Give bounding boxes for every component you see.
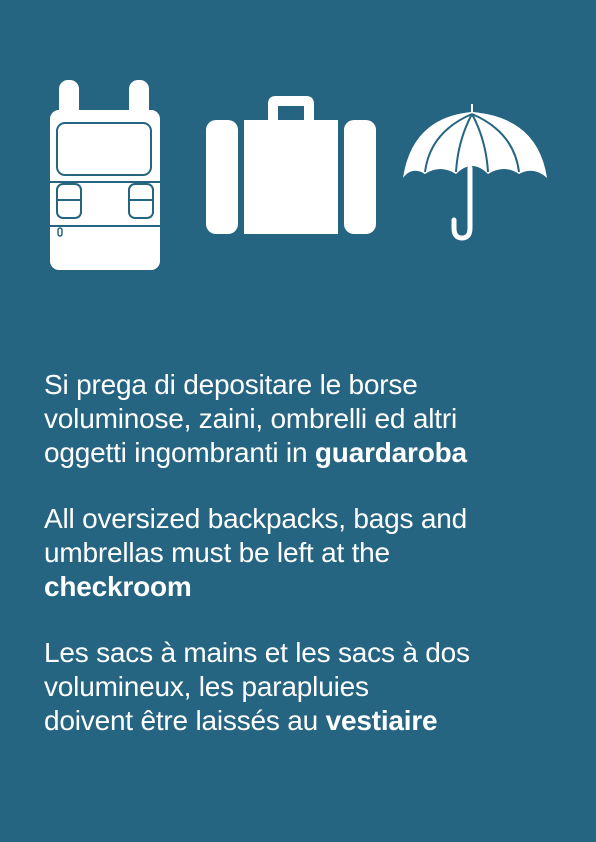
french-notice xyxy=(44,636,574,738)
english-keyword: checkroom xyxy=(44,571,192,602)
icon-row xyxy=(0,0,596,300)
backpack-icon xyxy=(46,78,164,272)
french-line-3 xyxy=(44,704,574,738)
italian-keyword: guardaroba xyxy=(314,437,467,468)
suitcase-icon xyxy=(204,94,378,236)
english-notice xyxy=(44,502,574,604)
french-line-2: volumineux, les parapluies xyxy=(44,671,369,702)
english-line-3 xyxy=(44,570,574,604)
italian-line-3-text: oggetti ingombranti in xyxy=(44,437,315,468)
french-line-1: Les sacs à mains et les sacs à dos xyxy=(44,637,470,668)
english-line-2: umbrellas must be left at the xyxy=(44,537,390,568)
french-line-3-text: doivent être laissés au xyxy=(44,705,326,736)
umbrella-icon xyxy=(400,104,550,242)
italian-line-1: Si prega di depositare le borse xyxy=(44,369,418,400)
italian-notice xyxy=(44,368,574,470)
italian-line-2: voluminose, zaini, ombrelli ed altri xyxy=(44,403,457,434)
italian-line-3 xyxy=(44,436,574,470)
english-line-1: All oversized backpacks, bags and xyxy=(44,503,467,534)
french-keyword: vestiaire xyxy=(325,705,438,736)
